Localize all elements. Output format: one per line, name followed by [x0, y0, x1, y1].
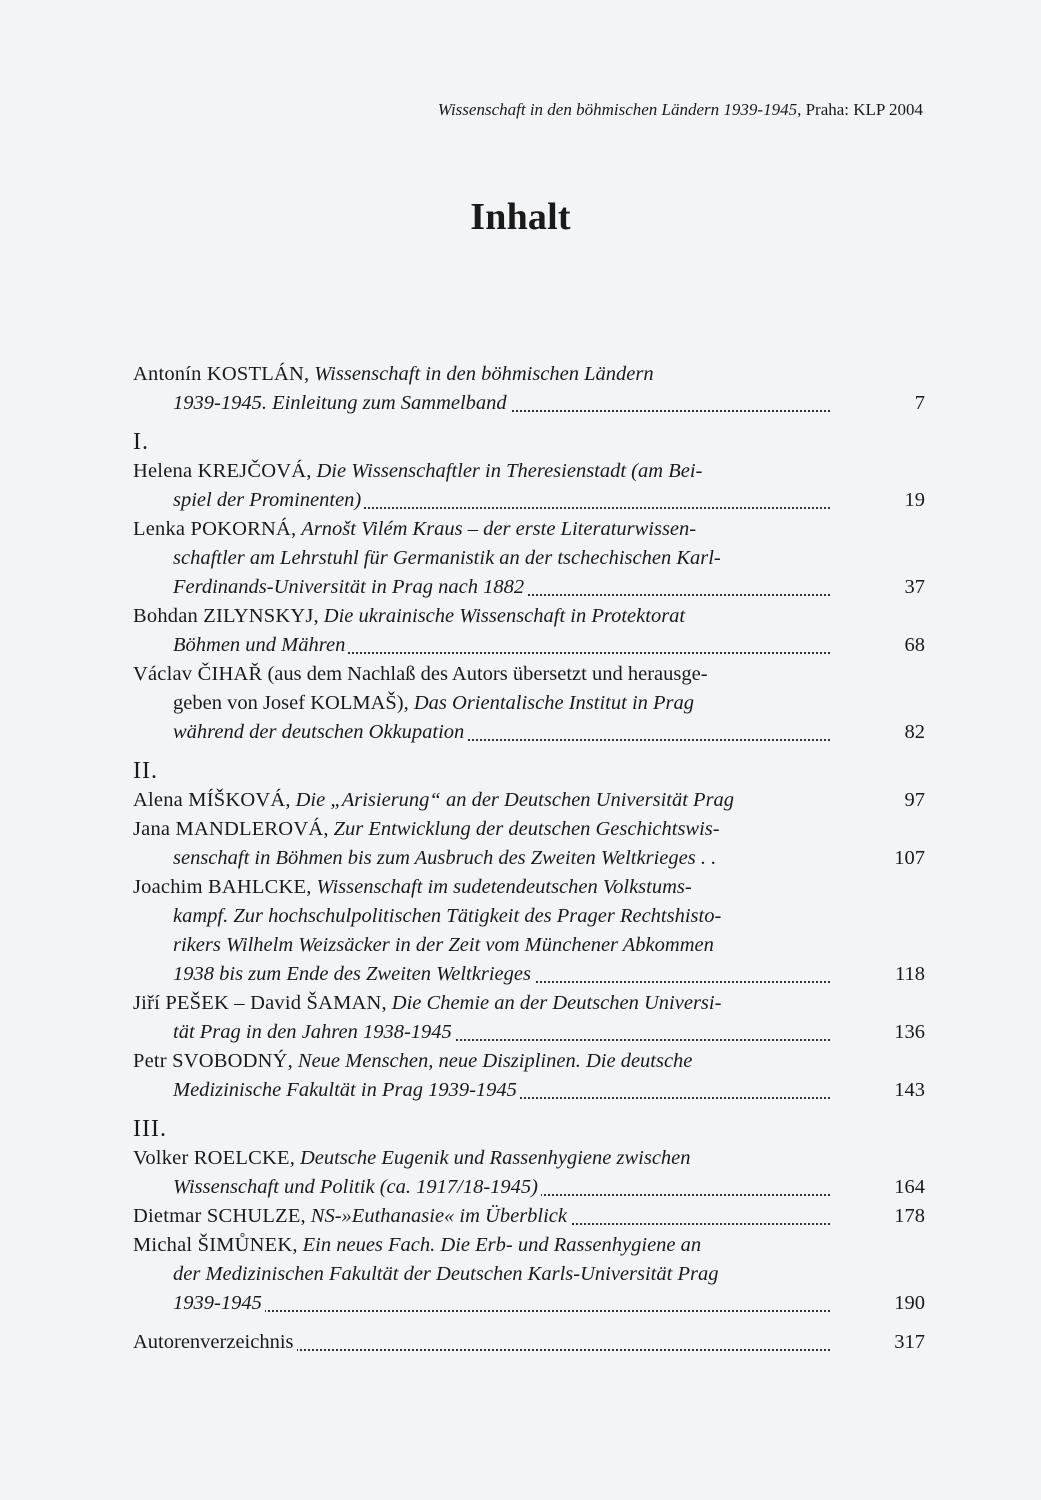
entry-title-end: Böhmen und Mähren: [173, 634, 348, 656]
entry-page-number: 136: [894, 1021, 925, 1043]
running-head-title: Wissenschaft in den böhmischen Ländern 1939-1945: [437, 100, 798, 119]
table-of-contents: [133, 360, 925, 1357]
toc-entry-miskova: Alena MÍŠKOVÁ, Die „Arisierung“ an der Deutschen Universität Prag 97: [133, 786, 925, 815]
toc-entry-pesek: Jiří PEŠEK – David ŠAMAN, Die Chemie an der Deutschen Universi- tät Prag in den Jahren 1938-1945 136: [133, 989, 925, 1047]
entry-author: Helena KREJČOVÁ: [133, 460, 307, 482]
entry-title-end: Medizinische Fakultät in Prag 1939-1945: [173, 1079, 520, 1101]
entry-page-number: 317: [894, 1331, 925, 1353]
entry-title: Wissenschaft in den böhmischen Ländern: [314, 363, 654, 385]
entry-title: Wissenschaft im sudetendeutschen Volkstums-: [316, 876, 692, 898]
toc-entry-krejcova: Helena KREJČOVÁ, Die Wissenschaftler in Theresienstadt (am Bei- spiel der Prominenten) 19: [133, 457, 925, 515]
running-head-publisher: , Praha: KLP 2004: [797, 100, 923, 119]
entry-title: Das Orientalische Institut in Prag: [413, 692, 695, 714]
entry-page-number: 164: [894, 1176, 925, 1198]
entry-title-cont: der Medizinischen Fakultät der Deutschen Karls-Universität Prag: [173, 1263, 719, 1285]
entry-page-number: 190: [894, 1292, 925, 1314]
entry-title: Autorenverzeichnis: [133, 1331, 297, 1353]
entry-title-cont: schaftler am Lehrstuhl für Germanistik an der tschechischen Karl-: [173, 547, 721, 569]
entry-title: Die Wissenschaftler in Theresienstadt (am Bei-: [316, 460, 703, 482]
entry-page-number: 118: [895, 963, 925, 985]
entry-author: Alena MÍŠKOVÁ: [133, 789, 286, 811]
entry-title-end: 1939-1945. Einleitung zum Sammelband: [173, 392, 510, 414]
entry-title-end: während der deutschen Okkupation: [173, 721, 467, 743]
entry-title: Zur Entwicklung der deutschen Geschichtswis-: [333, 818, 720, 840]
entry-page-number: 178: [894, 1205, 925, 1227]
toc-entry-svobodny: Petr SVOBODNÝ, Neue Menschen, neue Disziplinen. Die deutsche Medizinische Fakultät in Prag 1939-1945 143: [133, 1047, 925, 1105]
entry-title-end: tät Prag in den Jahren 1938-1945: [173, 1021, 455, 1043]
entry-author: Joachim BAHLCKE: [133, 876, 307, 898]
entry-note-cont: geben von Josef KOLMAŠ),: [173, 692, 414, 714]
entry-page-number: 7: [914, 392, 925, 414]
section-heading-3: III.: [133, 1116, 167, 1142]
entry-title: Ein neues Fach. Die Erb- und Rassenhygiene an: [302, 1234, 702, 1256]
entry-title-cont: rikers Wilhelm Weizsäcker in der Zeit vom Münchener Abkommen: [173, 934, 714, 956]
entry-author: Jana MANDLEROVÁ: [133, 818, 324, 840]
entry-author: Petr SVOBODNÝ: [133, 1050, 288, 1072]
entry-author: Lenka POKORNÁ: [133, 518, 292, 540]
entry-page-number: 143: [894, 1079, 925, 1101]
entry-page-number: 37: [904, 576, 925, 598]
toc-entry-pokorna: Lenka POKORNÁ, Arnošt Vilém Kraus – der erste Literaturwissen- schaftler am Lehrstuhl für Germanistik an der tschechischen Karl- Ferdinands-Universität in Prag nach 1882 37: [133, 515, 925, 602]
entry-title-end: Ferdinands-Universität in Prag nach 1882: [173, 576, 527, 598]
entry-page-number: 19: [904, 489, 925, 511]
toc-entry-zilynskyj: Bohdan ZILYNSKYJ, Die ukrainische Wissenschaft in Protektorat Böhmen und Mähren 68: [133, 602, 925, 660]
entry-title-cont: kampf. Zur hochschulpolitischen Tätigkeit des Prager Rechtshisto-: [173, 905, 722, 927]
leader-dots: [173, 1310, 830, 1312]
entry-title: Arnošt Vilém Kraus – der erste Literaturwissen-: [301, 518, 697, 540]
toc-entry-simunek: Michal ŠIMŮNEK, Ein neues Fach. Die Erb- und Rassenhygiene an der Medizinischen Fakultät der Deutschen Karls-Universität Prag 1939-1945 190: [133, 1231, 925, 1318]
entry-page-number: 68: [904, 634, 925, 656]
entry-title-end: 1939-1945: [173, 1292, 265, 1314]
entry-title: Neue Menschen, neue Disziplinen. Die deutsche: [297, 1050, 693, 1072]
entry-author: Jiří PEŠEK – David ŠAMAN: [133, 992, 382, 1014]
entry-title: Deutsche Eugenik und Rassenhygiene zwischen: [299, 1147, 691, 1169]
section-heading-1: I.: [133, 429, 149, 455]
entry-page-number: 97: [904, 789, 925, 811]
entry-author: Bohdan ZILYNSKYJ: [133, 605, 314, 627]
entry-author: Dietmar SCHULZE: [133, 1205, 301, 1227]
entry-title-end: 1938 bis zum Ende des Zweiten Weltkrieges: [173, 963, 534, 985]
page-title: Inhalt: [470, 196, 571, 238]
entry-author: Volker ROELCKE: [133, 1147, 290, 1169]
entry-note: (aus dem Nachlaß des Autors übersetzt und herausge-: [262, 663, 708, 685]
entry-author: Václav ČIHAŘ: [133, 663, 263, 685]
entry-title: Die Chemie an der Deutschen Universi-: [391, 992, 722, 1014]
entry-title: Die „Arisierung“ an der Deutschen Universität Prag: [295, 789, 735, 811]
toc-entry-kostlan: Antonín KOSTLÁN, Wissenschaft in den böhmischen Ländern 1939-1945. Einleitung zum Sammelband 7: [133, 360, 925, 418]
entry-page-number: 82: [904, 721, 925, 743]
entry-title: NS-»Euthanasie« im Überblick: [310, 1205, 568, 1227]
entry-author: Michal ŠIMŮNEK: [133, 1234, 293, 1256]
section-heading-2: II.: [133, 758, 158, 784]
entry-title-end: senschaft in Böhmen bis zum Ausbruch des Zweiten Weltkrieges . .: [173, 847, 717, 869]
toc-entry-authors-index: [133, 1328, 925, 1357]
toc-entry-mandlerova: Jana MANDLEROVÁ, Zur Entwicklung der deutschen Geschichtswis- senschaft in Böhmen bis zum Ausbruch des Zweiten Weltkrieges . . 107: [133, 815, 925, 873]
entry-title: Die ukrainische Wissenschaft in Protektorat: [323, 605, 686, 627]
entry-title-end: Wissenschaft und Politik (ca. 1917/18-1945): [173, 1176, 541, 1198]
toc-entry-roelcke: Volker ROELCKE, Deutsche Eugenik und Rassenhygiene zwischen Wissenschaft und Politik (ca. 1917/18-1945) 164: [133, 1144, 925, 1202]
entry-page-number: 107: [894, 847, 925, 869]
toc-entry-schulze: Dietmar SCHULZE, NS-»Euthanasie« im Überblick 178: [133, 1202, 925, 1231]
entry-title-end: spiel der Prominenten): [173, 489, 364, 511]
running-head: [438, 100, 923, 120]
entry-author: Antonín KOSTLÁN: [133, 363, 304, 385]
toc-entry-bahlcke: Joachim BAHLCKE, Wissenschaft im sudetendeutschen Volkstums- kampf. Zur hochschulpolitischen Tätigkeit des Prager Rechtshisto- rikers Wilhelm Weizsäcker in der Zeit vom Münchener Abkommen 1938 bis zum Ende des Zweiten Weltkrieges 118: [133, 873, 925, 989]
toc-entry-cihar: [133, 660, 925, 747]
